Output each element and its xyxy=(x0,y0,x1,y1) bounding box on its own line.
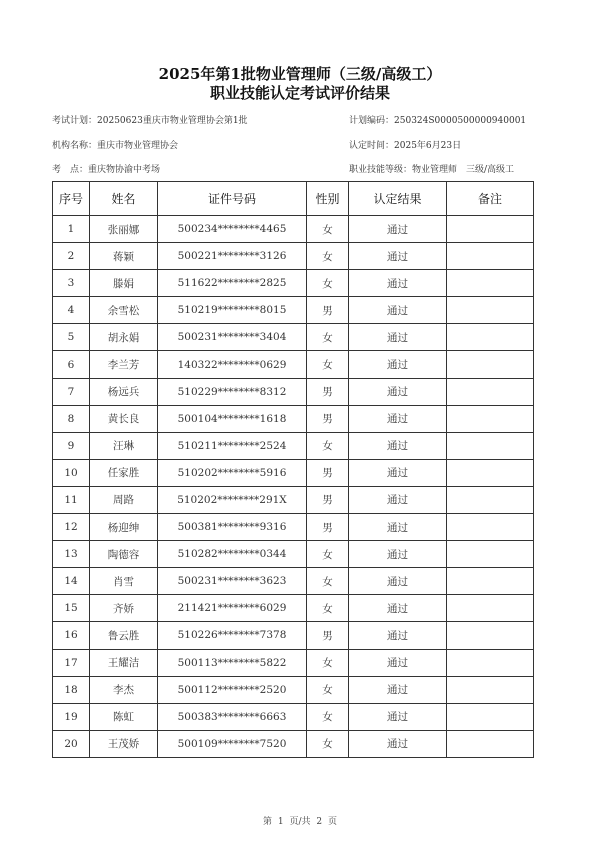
cell-gender: 女 xyxy=(307,568,349,595)
cell-name: 肖雪 xyxy=(90,568,158,595)
table-row xyxy=(53,459,534,486)
cell-result: 通过 xyxy=(349,243,447,270)
cell-id-number: 510282********0344 xyxy=(158,541,307,568)
cell-name: 李兰芳 xyxy=(90,351,158,378)
cell-index: 3 xyxy=(53,270,90,297)
table-row xyxy=(53,378,534,405)
cell-index: 10 xyxy=(53,459,90,486)
cell-id-number: 510219********8015 xyxy=(158,297,307,324)
cell-remarks xyxy=(447,514,534,541)
cell-id-number: 510226********7378 xyxy=(158,622,307,649)
cell-name: 任家胜 xyxy=(90,459,158,486)
cell-name: 滕娟 xyxy=(90,270,158,297)
cell-remarks xyxy=(447,730,534,757)
table-row xyxy=(53,486,534,513)
cell-remarks xyxy=(447,270,534,297)
table-row xyxy=(53,324,534,351)
table-row xyxy=(53,216,534,243)
cell-name: 余雪松 xyxy=(90,297,158,324)
table-row xyxy=(53,730,534,757)
organization-label: 机构名称： xyxy=(52,141,98,151)
table-row xyxy=(53,405,534,432)
cell-remarks xyxy=(447,324,534,351)
table-row xyxy=(53,297,534,324)
cell-name: 杨迎绅 xyxy=(90,514,158,541)
cell-id-number: 500221********3126 xyxy=(158,243,307,270)
cell-remarks xyxy=(447,486,534,513)
cell-id-number: 140322********0629 xyxy=(158,351,307,378)
cell-remarks xyxy=(447,351,534,378)
table-row xyxy=(53,351,534,378)
table-row xyxy=(53,541,534,568)
exam-site-label: 考 点： xyxy=(52,165,89,175)
table-row xyxy=(53,649,534,676)
cell-id-number: 211421********6029 xyxy=(158,595,307,622)
cell-result: 通过 xyxy=(349,703,447,730)
plan-code-label: 计划编码： xyxy=(349,116,395,126)
cell-remarks xyxy=(447,595,534,622)
cell-id-number: 500231********3623 xyxy=(158,568,307,595)
cell-name: 汪琳 xyxy=(90,432,158,459)
cell-gender: 男 xyxy=(307,378,349,405)
cell-index: 1 xyxy=(53,216,90,243)
cell-result: 通过 xyxy=(349,676,447,703)
column-header-index: 序号 xyxy=(53,182,90,216)
page-indicator: 第 1 页/共 2 页 xyxy=(263,817,337,827)
cell-id-number: 510202********291X xyxy=(158,486,307,513)
cell-remarks xyxy=(447,649,534,676)
cell-remarks xyxy=(447,622,534,649)
cell-index: 15 xyxy=(53,595,90,622)
cell-name: 张丽娜 xyxy=(90,216,158,243)
cell-name: 胡永娟 xyxy=(90,324,158,351)
cell-remarks xyxy=(447,243,534,270)
cell-result: 通过 xyxy=(349,351,447,378)
cell-result: 通过 xyxy=(349,595,447,622)
cell-id-number: 500383********6663 xyxy=(158,703,307,730)
cell-remarks xyxy=(447,432,534,459)
cell-gender: 男 xyxy=(307,622,349,649)
cell-name: 蒋颖 xyxy=(90,243,158,270)
column-header-id-number: 证件号码 xyxy=(158,182,307,216)
cell-id-number: 500113********5822 xyxy=(158,649,307,676)
cell-id-number: 500381********9316 xyxy=(158,514,307,541)
cell-result: 通过 xyxy=(349,378,447,405)
exam-plan xyxy=(52,113,248,126)
cell-index: 9 xyxy=(53,432,90,459)
cell-gender: 女 xyxy=(307,649,349,676)
results-table xyxy=(52,181,534,758)
cell-gender: 男 xyxy=(307,459,349,486)
cell-remarks xyxy=(447,459,534,486)
cell-index: 11 xyxy=(53,486,90,513)
cell-gender: 女 xyxy=(307,432,349,459)
cell-result: 通过 xyxy=(349,514,447,541)
table-row xyxy=(53,676,534,703)
cell-index: 17 xyxy=(53,649,90,676)
certification-date-label: 认定时间： xyxy=(349,141,395,151)
cell-name: 王耀洁 xyxy=(90,649,158,676)
cell-remarks xyxy=(447,703,534,730)
cell-index: 6 xyxy=(53,351,90,378)
cell-result: 通过 xyxy=(349,297,447,324)
cell-id-number: 500112********2520 xyxy=(158,676,307,703)
cell-remarks xyxy=(447,676,534,703)
exam-site xyxy=(52,162,160,175)
table-row xyxy=(53,432,534,459)
exam-site-value: 重庆物协渝中考场 xyxy=(88,165,161,175)
cell-result: 通过 xyxy=(349,216,447,243)
cell-index: 4 xyxy=(53,297,90,324)
certification-date-value: 2025年6月23日 xyxy=(394,141,462,151)
exam-plan-value: 20250623重庆市物业管理协会第1批 xyxy=(97,116,248,126)
document-title-line2: 职业技能认定考试评价结果 xyxy=(209,84,390,102)
cell-name: 陶德容 xyxy=(90,541,158,568)
certification-date xyxy=(349,138,461,151)
table-row xyxy=(53,270,534,297)
table-row xyxy=(53,622,534,649)
cell-result: 通过 xyxy=(349,486,447,513)
column-header-remarks: 备注 xyxy=(447,182,534,216)
skill-level xyxy=(349,162,514,175)
document-title-line1: 2025年第1批物业管理师（三级/高级工） xyxy=(158,65,442,83)
cell-id-number: 510202********5916 xyxy=(158,459,307,486)
cell-gender: 女 xyxy=(307,595,349,622)
cell-index: 5 xyxy=(53,324,90,351)
cell-gender: 男 xyxy=(307,514,349,541)
cell-name: 王茂娇 xyxy=(90,730,158,757)
cell-gender: 女 xyxy=(307,216,349,243)
cell-name: 周路 xyxy=(90,486,158,513)
cell-name: 李杰 xyxy=(90,676,158,703)
cell-index: 14 xyxy=(53,568,90,595)
cell-name: 齐娇 xyxy=(90,595,158,622)
cell-result: 通过 xyxy=(349,405,447,432)
cell-index: 13 xyxy=(53,541,90,568)
cell-id-number: 510211********2524 xyxy=(158,432,307,459)
column-header-gender: 性别 xyxy=(307,182,349,216)
table-row xyxy=(53,595,534,622)
organization xyxy=(52,138,178,151)
table-row xyxy=(53,514,534,541)
cell-index: 20 xyxy=(53,730,90,757)
column-header-result: 认定结果 xyxy=(349,182,447,216)
cell-gender: 女 xyxy=(307,243,349,270)
cell-gender: 女 xyxy=(307,676,349,703)
cell-id-number: 500234********4465 xyxy=(158,216,307,243)
cell-result: 通过 xyxy=(349,541,447,568)
cell-result: 通过 xyxy=(349,622,447,649)
table-row xyxy=(53,703,534,730)
plan-code xyxy=(349,113,526,126)
table-row xyxy=(53,243,534,270)
cell-index: 7 xyxy=(53,378,90,405)
cell-result: 通过 xyxy=(349,459,447,486)
cell-index: 16 xyxy=(53,622,90,649)
cell-id-number: 500231********3404 xyxy=(158,324,307,351)
plan-code-value: 250324S0000500000940001 xyxy=(394,116,527,126)
cell-gender: 男 xyxy=(307,405,349,432)
cell-remarks xyxy=(447,216,534,243)
cell-id-number: 511622********2825 xyxy=(158,270,307,297)
cell-gender: 男 xyxy=(307,486,349,513)
column-header-name: 姓名 xyxy=(90,182,158,216)
cell-remarks xyxy=(447,378,534,405)
skill-level-value: 物业管理师 三级/高级工 xyxy=(412,165,515,175)
cell-remarks xyxy=(447,541,534,568)
cell-result: 通过 xyxy=(349,324,447,351)
cell-result: 通过 xyxy=(349,730,447,757)
cell-gender: 女 xyxy=(307,730,349,757)
cell-id-number: 500109********7520 xyxy=(158,730,307,757)
skill-level-label: 职业技能等级： xyxy=(349,165,413,175)
cell-remarks xyxy=(447,568,534,595)
cell-name: 陈虹 xyxy=(90,703,158,730)
cell-gender: 女 xyxy=(307,270,349,297)
cell-result: 通过 xyxy=(349,649,447,676)
cell-index: 8 xyxy=(53,405,90,432)
cell-name: 杨远兵 xyxy=(90,378,158,405)
cell-id-number: 510229********8312 xyxy=(158,378,307,405)
cell-result: 通过 xyxy=(349,270,447,297)
table-row xyxy=(53,568,534,595)
cell-gender: 女 xyxy=(307,351,349,378)
cell-gender: 女 xyxy=(307,324,349,351)
cell-index: 19 xyxy=(53,703,90,730)
organization-value: 重庆市物业管理协会 xyxy=(97,141,179,151)
cell-name: 鲁云胜 xyxy=(90,622,158,649)
cell-index: 2 xyxy=(53,243,90,270)
cell-index: 12 xyxy=(53,514,90,541)
cell-id-number: 500104********1618 xyxy=(158,405,307,432)
exam-plan-label: 考试计划： xyxy=(52,116,98,126)
cell-remarks xyxy=(447,405,534,432)
cell-gender: 女 xyxy=(307,541,349,568)
cell-gender: 男 xyxy=(307,297,349,324)
cell-index: 18 xyxy=(53,676,90,703)
cell-name: 黄长良 xyxy=(90,405,158,432)
cell-result: 通过 xyxy=(349,568,447,595)
cell-remarks xyxy=(447,297,534,324)
cell-result: 通过 xyxy=(349,432,447,459)
table-header-row xyxy=(53,182,534,216)
cell-gender: 女 xyxy=(307,703,349,730)
